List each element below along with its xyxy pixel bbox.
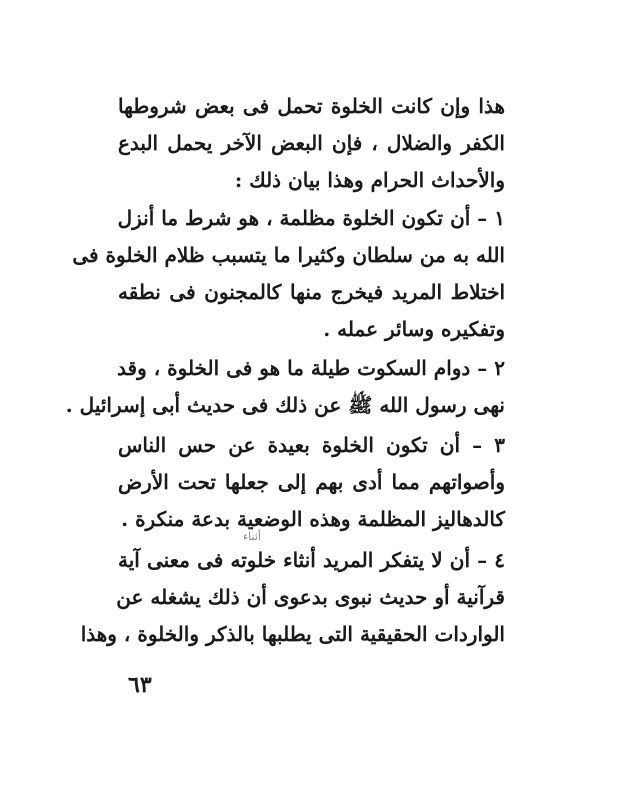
paragraph-item-2	[65, 350, 505, 424]
text-line: كالدهاليز المظلمة وهذه الوضعية بدعة منكرة .	[121, 507, 505, 531]
text-line: الله به من سلطان وكثيرا ما يتسبب ظلام الخلوة فى	[72, 243, 505, 267]
text-line: اختلاط المريد فيخرج منها كالمجنون فى نطقه	[118, 280, 505, 304]
text-line: هذا وإن كانت الخلوة تحمل فى بعض شروطها	[118, 94, 505, 118]
text-line: قرآنية أو حديث نبوى بدعوى أن ذلك يشغله عن	[116, 585, 505, 609]
text-line: وتفكيره وسائر عمله .	[323, 317, 505, 341]
paragraph-intro	[118, 88, 505, 199]
text-line: نهى رسول الله ﷺ عن ذلك فى حديث أبى إسرائيل .	[65, 393, 505, 417]
page-number: ٦٣	[128, 672, 152, 698]
handwritten-correction: أثناء	[243, 530, 261, 543]
text-line: وأصواتهم مما أدى بهم إلى جعلها تحت الأرض	[118, 470, 505, 494]
text-line: ٣ – أن تكون الخلوة بعيدة عن حس الناس	[118, 433, 505, 457]
text-line: ٤ – أن لا يتفكر المريد أنثاء خلوته فى معنى آية	[118, 548, 505, 572]
paragraph-item-4	[80, 542, 505, 653]
text-line: الواردات الحقيقية التى يطلبها بالذكر والخلوة ، وهذا	[80, 622, 505, 646]
text-line: ١ – أن تكون الخلوة مظلمة ، هو شرط ما أنزل	[117, 206, 505, 230]
text-line: ٢ – دوام السكوت طيلة ما هو فى الخلوة ، وقد	[117, 356, 505, 380]
paragraph-item-1	[72, 200, 505, 348]
text-line: الكفر والضلال ، فإن البعض الآخر يحمل البدع	[118, 131, 505, 155]
text-line: والأحداث الحرام وهذا بيان ذلك :	[234, 168, 505, 192]
paragraph-item-3	[118, 427, 505, 538]
